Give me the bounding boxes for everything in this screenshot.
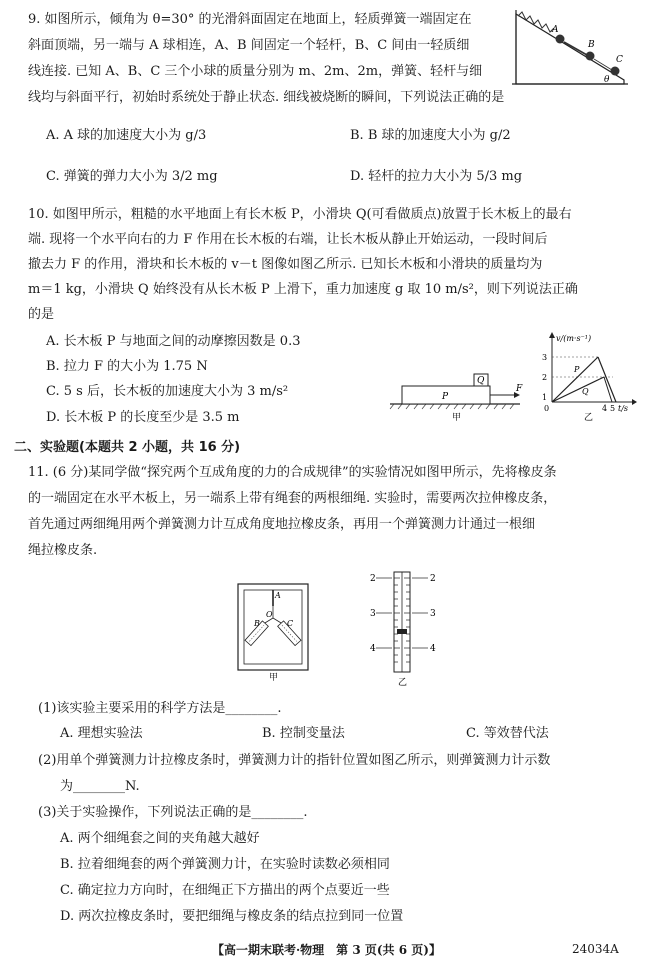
q11-sub3-option-d: D. 两次拉橡皮条时，要把细绳与橡皮条的结点拉到同一位置 [60,909,404,924]
svg-text:甲: 甲 [269,673,279,682]
scale-pointer [397,629,407,634]
svg-text:2: 2 [542,373,548,382]
q11-sub3-option-a: A. 两个细绳套之间的夹角越大越好 [60,831,260,846]
svg-text:A: A [275,591,281,600]
q9-line-4: 线均与斜面平行，初始时系统处于静止状态. 细线被烧断的瞬间，下列说法正确的是 [28,90,505,105]
q11-sub1-option-a: A. 理想实验法 [60,726,143,741]
q11-spring-scale [368,570,440,688]
svg-text:4: 4 [370,644,376,654]
svg-text:v/(m·s⁻¹): v/(m·s⁻¹) [556,334,592,343]
svg-text:B: B [588,40,595,50]
svg-text:乙: 乙 [398,678,408,688]
svg-text:O: O [266,610,273,619]
q11-sub1-option-b: B. 控制变量法 [262,726,345,741]
q10-option-d: D. 长木板 P 的长度至少是 3.5 m [46,410,240,425]
svg-text:2: 2 [430,574,436,584]
svg-text:C: C [287,619,294,628]
svg-text:3: 3 [430,609,436,619]
q9-line-3: 线连接. 已知 A、B、C 三个小球的质量分别为 m、2m、2m，弹簧、轻杆与细 [28,64,483,79]
svg-text:3: 3 [542,353,548,362]
q10-vt-graph [538,332,638,422]
q11-sub2-line-2: 为________N. [60,779,140,794]
svg-text:0: 0 [544,404,550,413]
q10-option-c: C. 5 s 后，长木板的加速度大小为 3 m/s² [46,384,289,399]
q9-option-a: A. A 球的加速度大小为 g/3 [46,128,207,143]
q11-sub1: (1)该实验主要采用的科学方法是________. [38,701,282,716]
q9-option-d: D. 轻杆的拉力大小为 5/3 mg [350,169,523,184]
q10-line-3: 撤去力 F 的作用，滑块和长木板的 v－t 图像如图乙所示. 已知长木板和小滑块的质量均为 [28,257,543,272]
paper-code: 24034A [572,942,619,956]
svg-text:F: F [516,384,523,394]
svg-text:4: 4 [602,404,608,413]
svg-text:4: 4 [430,644,436,654]
svg-text:乙: 乙 [584,413,594,422]
svg-text:Q: Q [477,376,485,386]
svg-text:Q: Q [582,387,589,396]
svg-text:t/s: t/s [618,404,629,413]
q11-sub2-line-1: (2)用单个弹簧测力计拉橡皮条时，弹簧测力计的指针位置如图乙所示，则弹簧测力计示数 [38,753,551,768]
q11-line-3: 首先通过两细绳用两个弹簧测力计互成角度地拉橡皮条，再用一个弹簧测力计通过一根细 [28,517,536,532]
q11-line-4: 绳拉橡皮条. [28,543,98,558]
q11-sub3: (3)关于实验操作，下列说法正确的是________. [38,805,308,820]
ball-c [611,67,620,76]
q10-line-2: 端. 现将一个水平向右的力 F 作用在长木板的右端，让长木板从静止开始运动，一段时间后 [28,232,548,247]
q11-experiment-figure [236,578,312,682]
q11-sub3-option-b: B. 拉着细绳套的两个弹簧测力计，在实验时读数必须相同 [60,857,390,872]
q9-line-1: 9. 如图所示，倾角为 θ=30° 的光滑斜面固定在地面上，轻质弹簧一端固定在 [28,12,472,27]
q9-option-b: B. B 球的加速度大小为 g/2 [350,128,511,143]
svg-text:θ: θ [604,75,610,85]
q10-board-figure [386,360,526,422]
svg-text:P: P [574,365,580,374]
svg-text:A: A [552,25,559,35]
page-footer: 【高一期末联考·物理 第 3 页(共 6 页)】 [212,943,441,957]
svg-text:甲: 甲 [452,413,462,422]
q11-line-2: 的一端固定在水平木板上，另一端系上带有绳套的两根细绳. 实验时，需要两次拉伸橡皮条， [28,491,557,506]
section-title: 二、实验题(本题共 2 小题，共 16 分) [14,440,241,455]
q11-line-1: 11. (6 分)某同学做“探究两个互成角度的力的合成规律”的实验情况如图甲所示，先将橡皮条 [28,465,557,480]
ball-a [556,35,565,44]
svg-text:C: C [616,55,623,65]
svg-text:2: 2 [370,574,376,584]
q9-option-c: C. 弹簧的弹力大小为 3/2 mg [46,169,218,184]
q11-sub3-option-c: C. 确定拉力方向时，在细绳正下方描出的两个点要近一些 [60,883,390,898]
q10-option-a: A. 长木板 P 与地面之间的动摩擦因数是 0.3 [46,334,301,349]
q10-option-b: B. 拉力 F 的大小为 1.75 N [46,359,208,374]
q10-line-5: 的是 [28,307,55,322]
q9-line-2: 斜面顶端，另一端与 A 球相连，A、B 间固定一个轻杆，B、C 间由一轻质细 [28,38,470,53]
q10-line-4: m＝1 kg，小滑块 Q 始终没有从长木板 P 上滑下，重力加速度 g 取 10 m/s²，则下列说法正确 [28,282,578,297]
svg-text:P: P [442,392,449,402]
svg-text:3: 3 [370,609,376,619]
svg-text:1: 1 [542,393,548,402]
q11-sub1-option-c: C. 等效替代法 [466,726,549,741]
q9-incline-figure [512,8,630,90]
svg-text:B: B [254,619,260,628]
q10-line-1: 10. 如图甲所示，粗糙的水平地面上有长木板 P，小滑块 Q(可看做质点)放置于长木板上的最右 [28,207,572,222]
svg-text:5: 5 [610,404,616,413]
ball-b [586,52,595,61]
